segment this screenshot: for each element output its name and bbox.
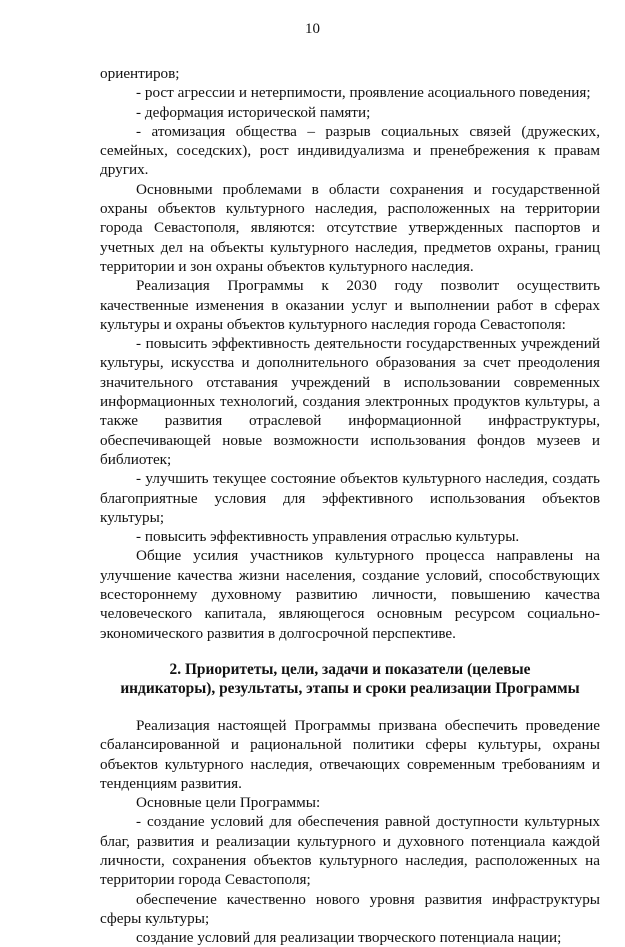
list-item: - создание условий для обеспечения равной доступности культурных благ, развития и реализации культурного и духовного потенциала каждой личности, сохранения объектов культурного наследия, расположенных на территории города Севастополя; — [100, 813, 600, 889]
list-item: - улучшить текущее состояние объектов культурного наследия, создать благоприятные условия для эффективного использования объектов культуры; — [100, 470, 600, 526]
document-body — [100, 64, 600, 947]
list-item: - повысить эффективность деятельности государственных учреждений культуры, искусства и дополнительного образования за счет преодоления значительного отставания учреждений в использовании современных информационных технологий, создания электронных продуктов культуры, а также развития отраслевой информационной инфраструктуры, обеспечивающей новые возможности использования фондов музеев и библиотек; — [100, 335, 600, 468]
paragraph: Реализация Программы к 2030 году позволит осуществить качественные изменения в оказании услуг и выполнении работ в сферах культуры и охраны объектов культурного наследия города Севастополя: — [100, 277, 600, 333]
list-item: - деформация исторической памяти; — [136, 103, 371, 121]
section-heading — [100, 660, 600, 699]
list-item: - атомизация общества – разрыв социальных связей (дружеских, семейных, соседских), рост индивидуализма и пренебрежения к правам других. — [100, 122, 600, 179]
list-item: - рост агрессии и нетерпимости, проявление асоциального поведения; — [136, 84, 591, 102]
paragraph: ориентиров; — [100, 65, 180, 82]
section-heading-line: 2. Приоритеты, цели, задачи и показатели (целевые — [169, 660, 531, 678]
page-number: 10 — [305, 21, 320, 37]
paragraph: Реализация настоящей Программы призвана обеспечить проведение сбалансированной и рациональной политики сферы культуры, охраны объектов культурного наследия, отвечающих современным требованиям и тенденциям развития. — [100, 716, 600, 792]
list-item: создание условий для реализации творческого потенциала нации; — [136, 929, 562, 947]
paragraph: Основными проблемами в области сохранения и государственной охраны объектов культурного наследия, расположенных на территории города Севастополя, являются: отсутствие утвержденных паспортов и учетных дел на объекты культурного наследия, предметов охраны, границ территории и зон охраны объектов культурного наследия. — [100, 180, 600, 275]
section-intro-text — [100, 64, 600, 643]
paragraph: Общие усилия участников культурного процесса направлены на улучшение качества жизни населения, создание условий, способствующих всестороннему духовному развитию личности, повышению качества человеческого капитала, являющегося основным ресурсом социально-экономического развития в долгосрочной перспективе. — [100, 547, 600, 642]
section-goals-text — [100, 716, 600, 947]
list-item: обеспечение качественно нового уровня развития инфраструктуры сферы культуры; — [100, 890, 600, 927]
list-item: - повысить эффективность управления отраслью культуры. — [136, 528, 520, 546]
section-heading-line: индикаторы), результаты, этапы и сроки реализации Программы — [120, 680, 580, 698]
paragraph: Основные цели Программы: — [136, 794, 321, 812]
